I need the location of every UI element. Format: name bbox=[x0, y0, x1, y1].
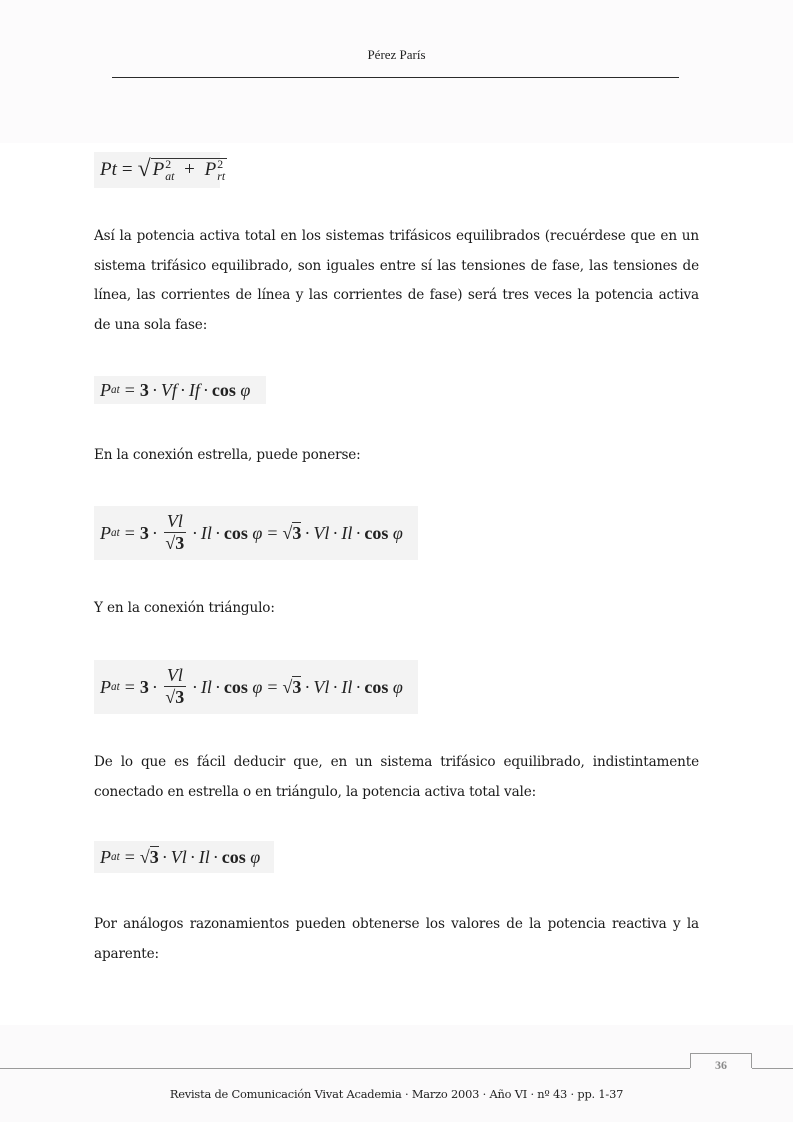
formula-lhs: Pt bbox=[100, 159, 117, 180]
running-head-author: Pérez París bbox=[367, 47, 426, 62]
paragraph-active-power-intro: Así la potencia activa total en los sistemas trifásicos equilibrados (recuérdese que en un sistema trifásico equilibrado, son iguales entre sí las tensiones de fase, las tensiones de línea, las corrientes de línea y las corrientes de fase) será tres veces la potencia activa de una sola fase: bbox=[94, 228, 699, 333]
fraction: $\frac{Vl}{√3}$ bbox=[165, 511, 185, 554]
equals-sign: = bbox=[121, 159, 133, 180]
formula-total-active-power: P at = √3 · Vl · Il · cos φ bbox=[94, 841, 274, 873]
journal-citation: Revista de Comunicación Vivat Academia · Marzo 2003 · Año VI · nº 43 · pp. 1-37 bbox=[169, 1087, 624, 1101]
radical-icon: √ bbox=[139, 846, 150, 867]
formula-total-power bbox=[94, 152, 226, 188]
footer-rule bbox=[0, 1068, 690, 1069]
fraction: $\frac{Vl}{√3}$ bbox=[165, 665, 185, 708]
paragraph-reactive-apparent-intro: Por análogos razonamientos pueden obtenerse los valores de la potencia reactiva y la aparente: bbox=[94, 916, 699, 962]
radical-icon: √ bbox=[282, 676, 293, 697]
page-number: 36 bbox=[715, 1058, 727, 1072]
page-footer bbox=[0, 1025, 793, 1122]
formula-star-connection: P at = 3 · $\frac{Vl}{√3}$ · Il · cos φ = √3 · Vl · Il · cos φ bbox=[94, 506, 418, 560]
paragraph-star-connection: En la conexión estrella, puede ponerse: bbox=[94, 447, 361, 463]
formula-delta-connection: P at = 3 · $\frac{Vl}{√3}$ · Il · cos φ = √3 · Vl · Il · cos φ bbox=[94, 660, 418, 714]
radical-icon: √ bbox=[282, 522, 293, 543]
formula-phase-power: P at = 3 · Vf · If · cos φ bbox=[94, 376, 266, 404]
footer-rule bbox=[752, 1068, 793, 1069]
radical-icon: √ bbox=[137, 155, 151, 182]
paragraph-balanced-system-conclusion: De lo que es fácil deducir que, en un sistema trifásico equilibrado, indistintamente conectado en estrella o en triángulo, la potencia activa total vale: bbox=[94, 754, 699, 800]
header-rule bbox=[112, 77, 679, 78]
page-header bbox=[0, 0, 793, 143]
square-root: √ P 2 at + P 2 rt bbox=[137, 155, 226, 183]
radical-icon: √ bbox=[165, 687, 176, 708]
paragraph-delta-connection: Y en la conexión triángulo: bbox=[94, 600, 275, 616]
radical-icon: √ bbox=[165, 533, 176, 554]
